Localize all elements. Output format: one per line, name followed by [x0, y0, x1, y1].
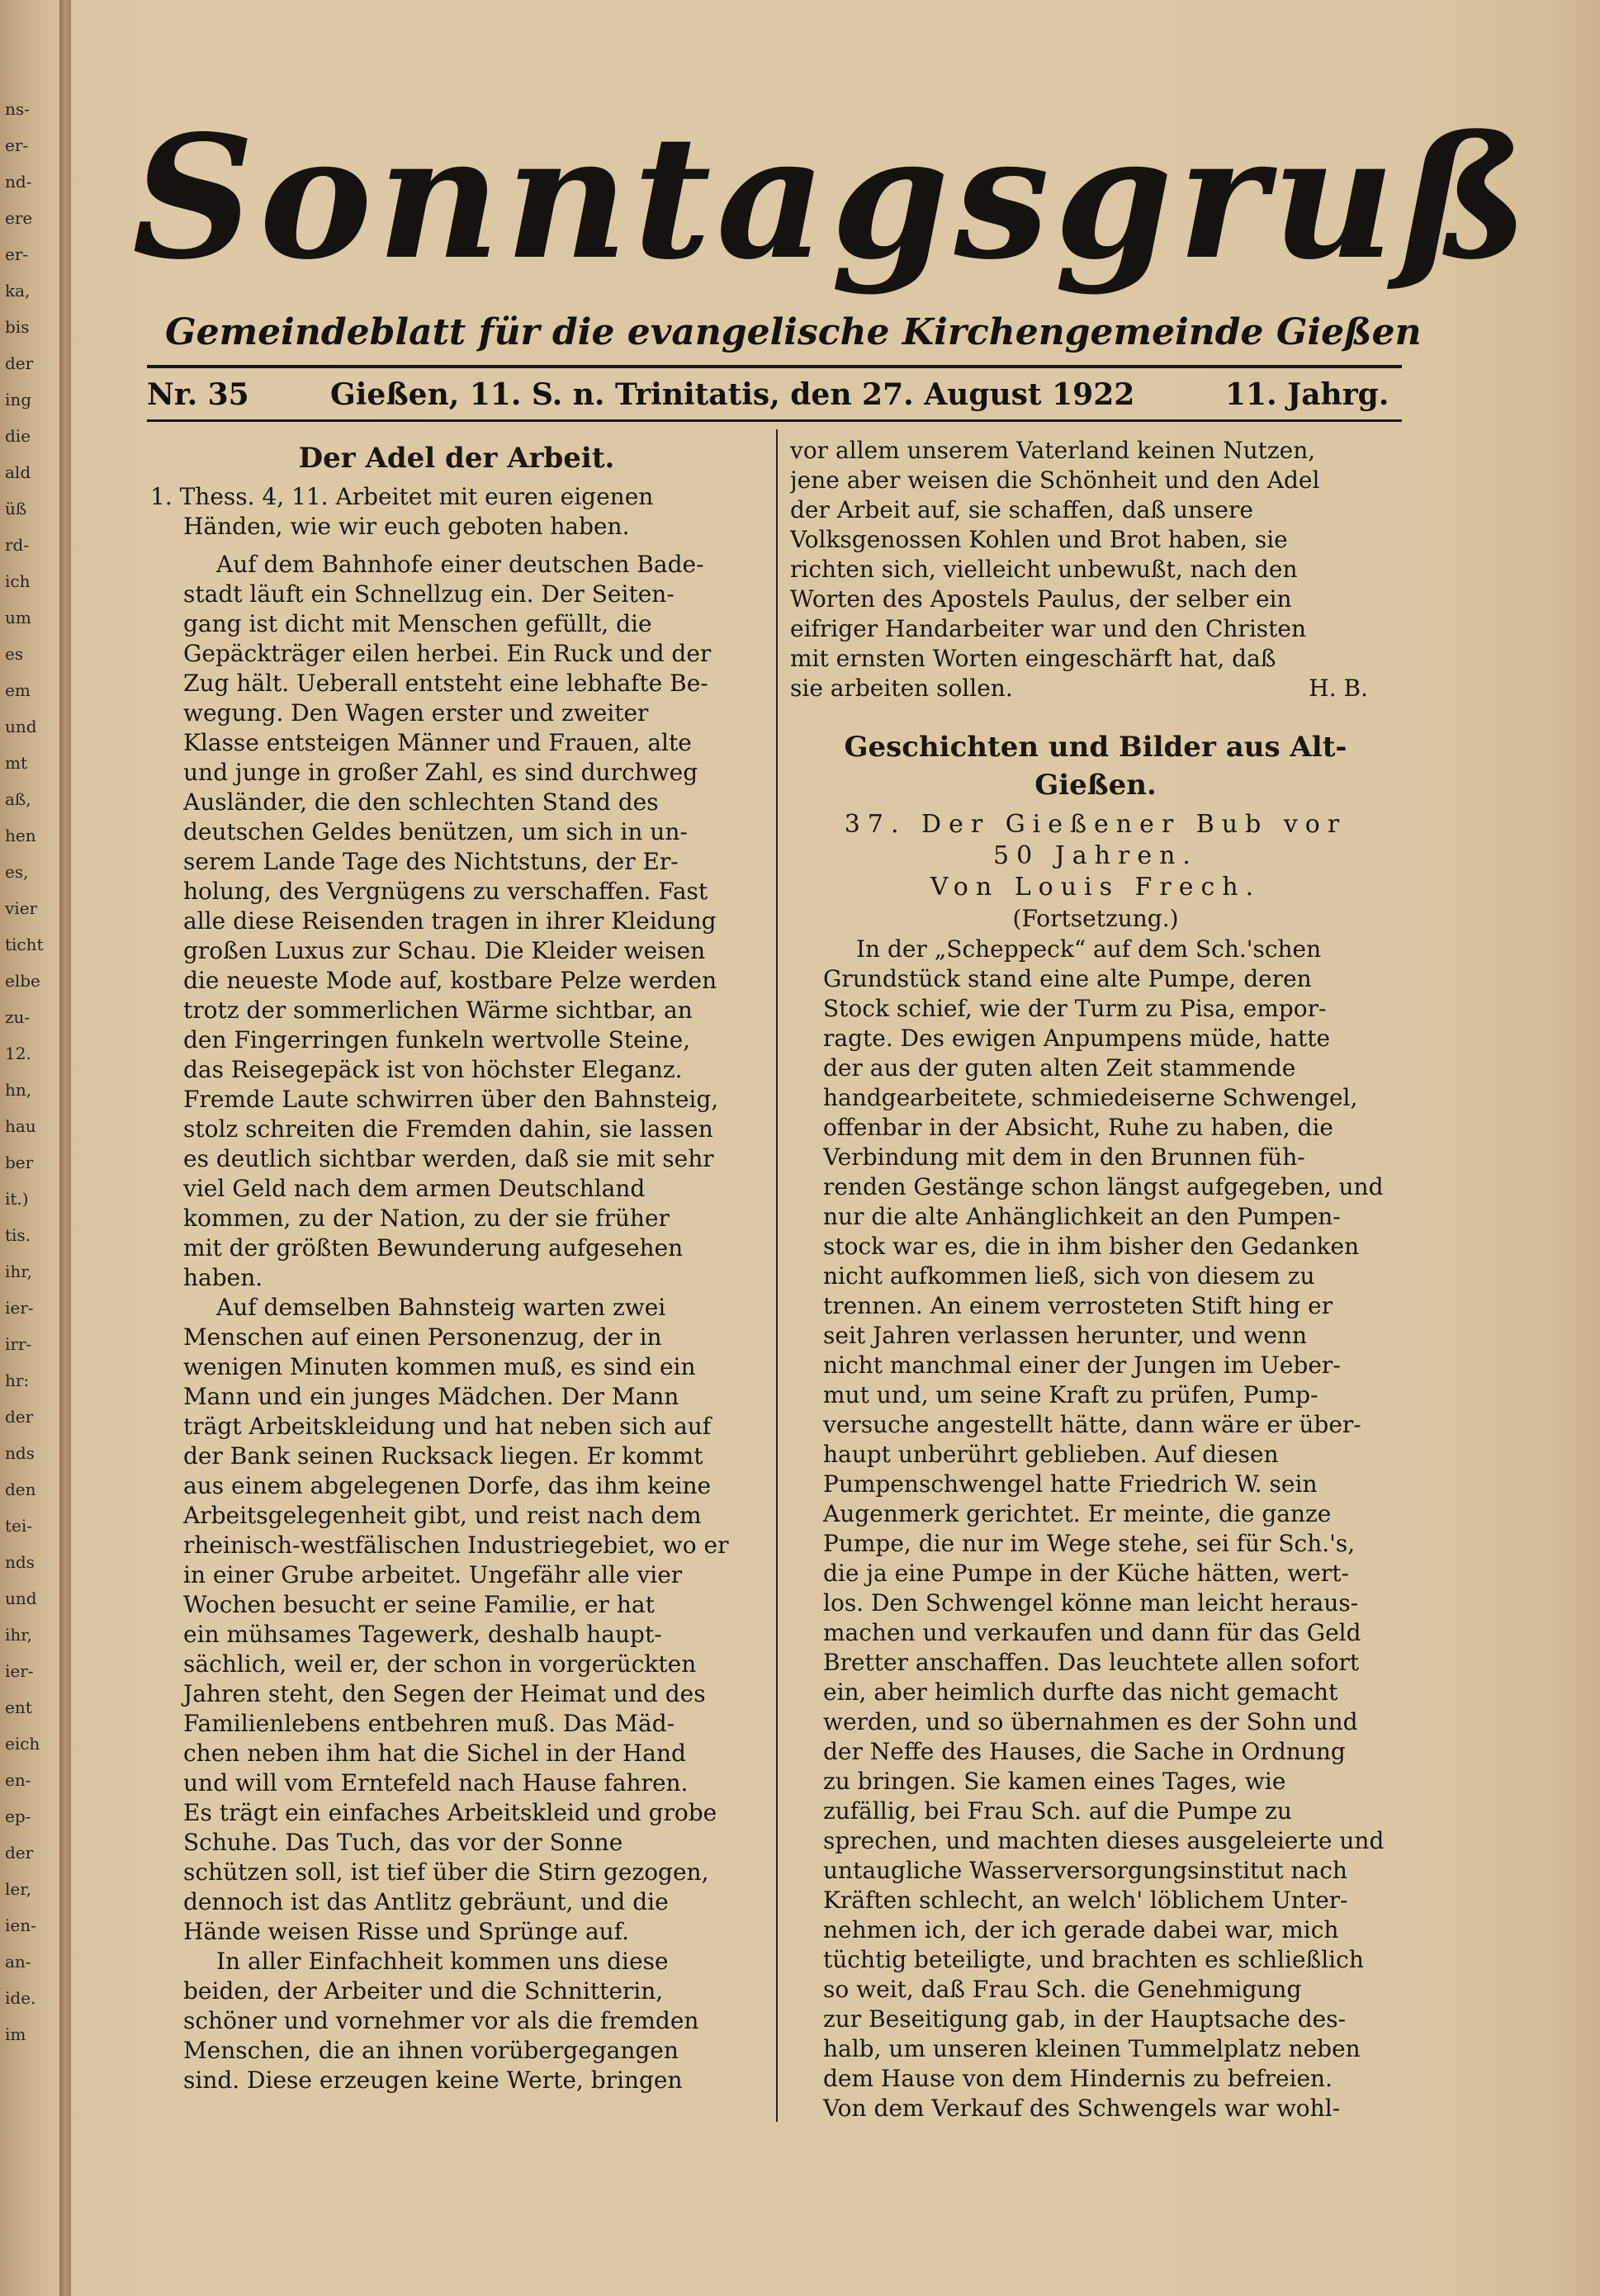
text-line: die neueste Mode auf, kostbare Pelze werden [183, 967, 717, 994]
article-paragraph [150, 550, 763, 1293]
text-line: Grundstück stand eine alte Pumpe, deren [823, 965, 1312, 992]
text-line: sächlich, weil er, der schon in vorgerückten [183, 1650, 697, 1678]
margin-fragment: en- [5, 1770, 31, 1790]
text-line: holung, des Vergnügens zu verschaffen. Fast [183, 878, 708, 905]
text-line: Arbeitsgelegenheit gibt, und reist nach dem [183, 1502, 702, 1529]
margin-fragment: an- [5, 1952, 31, 1972]
margin-fragment: es, [5, 862, 29, 882]
margin-fragment: und [5, 1588, 37, 1608]
text-line: Auf dem Bahnhofe einer deutschen Bade- [216, 551, 704, 578]
issue-line [147, 372, 1402, 418]
text-line: ein mühsames Tagewerk, deshalb haupt- [183, 1621, 662, 1648]
scripture-quote [150, 482, 763, 542]
text-line: Pumpe, die nur im Wege stehe, sei für Sch.'s, [823, 1530, 1356, 1557]
text-line: schöner und vornehmer vor als die fremden [183, 2007, 699, 2034]
text-line: mut und, um seine Kraft zu prüfen, Pump- [823, 1381, 1318, 1408]
margin-fragment: mt [5, 753, 28, 773]
column-divider [776, 429, 778, 2122]
margin-fragment: ing [5, 390, 32, 409]
text-line: Volksgenossen Kohlen und Brot haben, sie [790, 526, 1288, 553]
text-line: Familienlebens entbehren muß. Das Mäd- [183, 1710, 675, 1737]
masthead-title: Sonntagsgruß [132, 99, 1534, 297]
article-signature: H. B. [1309, 675, 1368, 702]
text-line: Bretter anschaffen. Das leuchtete allen sofort [823, 1649, 1360, 1676]
margin-fragment: hn, [5, 1080, 32, 1100]
text-line: Menschen, die an ihnen vorübergegangen [183, 2037, 679, 2064]
text-line: vor allem unserem Vaterland keinen Nutzen, [790, 437, 1316, 464]
margin-fragment: ier- [5, 1298, 34, 1318]
text-line: stadt läuft ein Schnellzug ein. Der Seiten- [183, 580, 675, 608]
margin-fragment: nds [5, 1443, 35, 1463]
text-line: nehmen ich, der ich gerade dabei war, mich [823, 1916, 1339, 1943]
text-line: kommen, zu der Nation, zu der sie früher [183, 1205, 670, 1232]
text-line: offenbar in der Absicht, Ruhe zu haben, die [823, 1114, 1333, 1141]
margin-fragment: ich [5, 571, 31, 591]
story-title: 50 Jahren. [993, 841, 1198, 870]
text-line: sind. Diese erzeugen keine Werte, bringen [183, 2066, 683, 2094]
text-line: sprechen, und machten dieses ausgeleierte und [823, 1827, 1385, 1854]
text-line: Jahren steht, den Segen der Heimat und des [183, 1680, 706, 1707]
text-line: wenigen Minuten kommen muß, es sind ein [183, 1353, 696, 1380]
story-title: 37. Der Gießener Bub vor [844, 810, 1347, 839]
margin-fragment: aß, [5, 789, 31, 809]
margin-fragment: rd- [5, 535, 30, 555]
text-line: Fremde Laute schwirren über den Bahnsteig, [183, 1086, 719, 1113]
text-line: nicht manchmal einer der Jungen im Ueber- [823, 1352, 1341, 1379]
text-line: versuche angestellt hätte, dann wäre er über- [823, 1411, 1361, 1438]
issue-number: Nr. 35 [147, 377, 249, 412]
left-column [150, 429, 763, 2095]
margin-fragment: irr- [5, 1334, 32, 1354]
text-line: in einer Grube arbeitet. Ungefähr alle vier [183, 1561, 683, 1588]
text-line: wegung. Den Wagen erster und zweiter [183, 699, 649, 727]
text-line: der aus der guten alten Zeit stammende [823, 1054, 1296, 1082]
text-line: trotz der sommerlichen Wärme sichtbar, an [183, 997, 693, 1024]
margin-fragment: tei- [5, 1516, 33, 1536]
text-line: trägt Arbeitskleidung und hat neben sich auf [183, 1413, 712, 1440]
margin-fragment: nds [5, 1552, 35, 1572]
text-line: eifriger Handarbeiter war und den Christen [790, 615, 1306, 642]
issue-year: 11. Jahrg. [1225, 377, 1389, 412]
text-line: Stock schief, wie der Turm zu Pisa, empor- [823, 995, 1327, 1022]
text-line: mit ernsten Worten eingeschärft hat, daß [790, 645, 1276, 672]
text-line: haben. [183, 1264, 263, 1291]
text-line: chen neben ihm hat die Sichel in der Hand [183, 1740, 686, 1767]
margin-fragment: den [5, 1479, 36, 1499]
margin-fragment: der [5, 1407, 34, 1427]
margin-fragment: it.) [5, 1189, 29, 1209]
text-line: los. Den Schwengel könne man leicht heraus- [823, 1589, 1359, 1617]
book-binding [59, 0, 71, 2296]
margin-fragment: hr: [5, 1370, 30, 1390]
margin-fragment: ide. [5, 1988, 36, 2008]
text-line: so weit, daß Frau Sch. die Genehmigung [823, 1976, 1302, 2003]
text-line: zur Beseitigung gab, in der Hauptsache des- [823, 2005, 1347, 2033]
margin-fragment: ien- [5, 1915, 36, 1935]
text-line: Gepäckträger eilen herbei. Ein Ruck und der [183, 640, 712, 667]
margin-fragment: hen [5, 826, 36, 845]
text-line: handgearbeitete, schmiedeiserne Schwengel, [823, 1084, 1358, 1111]
article-heading: Der Adel der Arbeit. [298, 442, 615, 475]
text-line: halb, um unseren kleinen Tummelplatz neben [823, 2035, 1361, 2062]
article-paragraph [150, 1293, 763, 1947]
text-line: sie arbeiten sollen. [790, 675, 1013, 702]
margin-fragment: eich [5, 1734, 40, 1754]
text-line: Mann und ein junges Mädchen. Der Mann [183, 1383, 679, 1410]
margin-fragment: tis. [5, 1225, 31, 1245]
text-line: Schuhe. Das Tuch, das vor der Sonne [183, 1829, 623, 1856]
margin-fragment: zu- [5, 1007, 31, 1027]
text-line: deutschen Geldes benützen, um sich in un- [183, 818, 688, 845]
margin-fragment: ticht [5, 935, 44, 954]
margin-fragment: ns- [5, 99, 30, 119]
margin-fragment: und [5, 717, 37, 736]
scripture-line: 1. Thess. 4, 11. Arbeitet mit euren eigenen [150, 483, 654, 510]
text-line: richten sich, vielleicht unbewußt, nach den [790, 556, 1298, 583]
margin-fragment: die [5, 426, 31, 446]
text-line: ragte. Des ewigen Anpumpens müde, hatte [823, 1025, 1331, 1052]
text-line: großen Luxus zur Schau. Die Kleider weisen [183, 937, 706, 964]
text-line: Von dem Verkauf des Schwengels war wohl- [823, 2095, 1341, 2122]
text-line: untaugliche Wasserversorgungsinstitut nach [823, 1857, 1347, 1884]
masthead-subtitle: Gemeindeblatt für die evangelische Kirchengemeinde Gießen [165, 311, 1422, 353]
text-line: stolz schreiten die Fremden dahin, sie lassen [183, 1115, 713, 1143]
text-line: haupt unberührt geblieben. Auf diesen [823, 1441, 1279, 1468]
margin-fragment: em [5, 680, 31, 700]
text-line: renden Gestänge schon längst aufgegeben, und [823, 1173, 1384, 1200]
text-line: rheinisch-westfälischen Industriegebiet, wo er [183, 1531, 729, 1559]
text-line: es deutlich sichtbar werden, daß sie mit sehr [183, 1145, 714, 1172]
margin-fragment: bis [5, 317, 30, 337]
margin-fragment: er- [5, 244, 29, 264]
text-line: Auf demselben Bahnsteig warten zwei [216, 1294, 666, 1321]
text-line: Ausländer, die den schlechten Stand des [183, 788, 659, 816]
margin-fragment: er- [5, 135, 29, 155]
text-line: Worten des Apostels Paulus, der selber ein [790, 585, 1292, 613]
margin-fragment: ep- [5, 1806, 31, 1826]
text-line: mit der größten Bewunderung aufgesehen [183, 1234, 684, 1262]
scripture-line: Händen, wie wir euch geboten haben. [183, 513, 630, 540]
margin-fragment: um [5, 608, 31, 627]
text-line: und junge in großer Zahl, es sind durchweg [183, 759, 698, 786]
text-line: den Fingerringen funkeln wertvolle Steine, [183, 1026, 691, 1053]
margin-fragment: der [5, 1843, 34, 1863]
margin-fragment: hau [5, 1116, 36, 1136]
text-line: serem Lande Tage des Nichtstuns, der Er- [183, 848, 679, 875]
margin-fragment: vier [5, 898, 38, 918]
margin-fragment: elbe [5, 971, 40, 991]
article-continuation [790, 436, 1401, 703]
text-line: Wochen besucht er seine Familie, er hat [183, 1591, 655, 1618]
margin-fragment: ent [5, 1697, 32, 1717]
margin-fragment: ihr, [5, 1625, 32, 1645]
previous-page-margin [0, 99, 58, 2163]
text-line: der Bank seinen Rucksack liegen. Er kommt [183, 1442, 703, 1470]
text-line: stock war es, die in ihm bisher den Gedanken [823, 1233, 1360, 1260]
text-line: In der „Scheppeck“ auf dem Sch.'schen [856, 935, 1322, 963]
text-line: Verbindung mit dem in den Brunnen füh- [823, 1143, 1305, 1171]
text-line: ein, aber heimlich durfte das nicht gemacht [823, 1678, 1338, 1706]
margin-fragment: 12. [5, 1044, 31, 1063]
text-line: dennoch ist das Antlitz gebräunt, und die [183, 1888, 669, 1915]
margin-fragment: ald [5, 462, 31, 482]
margin-fragment: ber [5, 1153, 34, 1172]
text-line: Pumpenschwengel hatte Friedrich W. sein [823, 1470, 1318, 1498]
margin-fragment: der [5, 353, 34, 373]
text-line: zufällig, bei Frau Sch. auf die Pumpe zu [823, 1797, 1292, 1825]
text-line: der Arbeit auf, sie schaffen, daß unsere [790, 496, 1253, 523]
story-author: Von Louis Frech. [930, 873, 1262, 902]
text-line: beiden, der Arbeiter und die Schnitterin, [183, 1977, 664, 2005]
text-line: nur die alte Anhänglichkeit an den Pumpen- [823, 1203, 1341, 1230]
text-line: dem Hause von dem Hindernis zu befreien. [823, 2065, 1333, 2092]
rule-top [147, 365, 1402, 368]
text-line: viel Geld nach dem armen Deutschland [183, 1175, 646, 1202]
margin-fragment: es [5, 644, 24, 664]
text-line: gang ist dicht mit Menschen gefüllt, die [183, 610, 652, 637]
margin-fragment: ihr, [5, 1262, 32, 1281]
text-line: Menschen auf einen Personenzug, der in [183, 1323, 662, 1351]
text-line: werden, und so übernahmen es der Sohn und [823, 1708, 1358, 1735]
margin-fragment: im [5, 2024, 26, 2044]
margin-fragment: ler, [5, 1879, 31, 1899]
article-paragraph [790, 935, 1401, 2123]
text-line: alle diese Reisenden tragen in ihrer Kleidung [183, 907, 717, 935]
text-line: zu bringen. Sie kamen eines Tages, wie [823, 1768, 1286, 1795]
text-line: Es trägt ein einfaches Arbeitskleid und grobe [183, 1799, 717, 1826]
text-line: Hände weisen Risse und Sprünge auf. [183, 1918, 629, 1945]
text-line: aus einem abgelegenen Dorfe, das ihm keine [183, 1472, 712, 1499]
text-line: schützen soll, ist tief über die Stirn gezogen, [183, 1858, 709, 1886]
continuation-note: (Fortsetzung.) [1012, 905, 1179, 932]
article-paragraph [150, 1947, 763, 2095]
text-line: In aller Einfachheit kommen uns diese [216, 1948, 669, 1975]
right-column [790, 436, 1401, 2123]
text-line: und will vom Erntefeld nach Hause fahren. [183, 1769, 689, 1797]
margin-fragment: üß [5, 499, 27, 518]
text-line: trennen. An einem verrosteten Stift hing er [823, 1292, 1333, 1319]
text-line: Zug hält. Ueberall entsteht eine lebhafte Be- [183, 670, 708, 697]
text-line: Kräften schlecht, an welch' löblichem Unter- [823, 1887, 1348, 1914]
margin-fragment: ka, [5, 281, 31, 301]
margin-fragment: nd- [5, 172, 32, 192]
text-line: Klasse entsteigen Männer und Frauen, alte [183, 729, 692, 756]
text-line: das Reisegepäck ist von höchster Eleganz. [183, 1056, 683, 1083]
rule-bottom [147, 419, 1402, 422]
article-heading: Geschichten und Bilder aus Alt-Gießen. [844, 731, 1347, 802]
issue-date: Gießen, 11. S. n. Trinitatis, den 27. August 1922 [330, 377, 1135, 412]
text-line: seit Jahren verlassen herunter, und wenn [823, 1322, 1308, 1349]
text-line: machen und verkaufen und dann für das Geld [823, 1619, 1361, 1646]
text-line: jene aber weisen die Schönheit und den Adel [790, 466, 1320, 494]
margin-fragment: ier- [5, 1661, 34, 1681]
margin-fragment: ere [5, 208, 33, 228]
text-line: die ja eine Pumpe in der Küche hätten, wert- [823, 1560, 1349, 1587]
text-line: tüchtig beteiligte, und brachten es schließlich [823, 1946, 1364, 1973]
text-line: der Neffe des Hauses, die Sache in Ordnung [823, 1738, 1346, 1765]
text-line: nicht aufkommen ließ, sich von diesem zu [823, 1262, 1315, 1290]
text-line: Augenmerk gerichtet. Er meinte, die ganze [823, 1500, 1332, 1527]
